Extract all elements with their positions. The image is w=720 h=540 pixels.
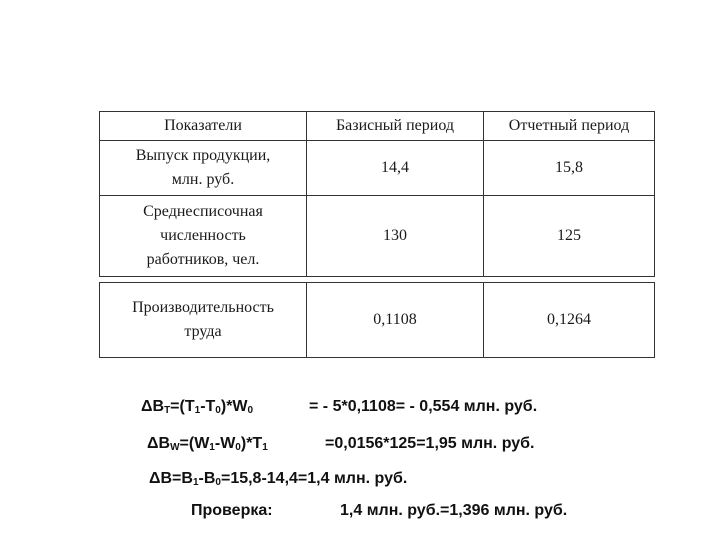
formula-1-result: = - 5*0,1108= - 0,554 млн. руб.: [309, 398, 538, 415]
formula-2-part-1: =(W: [179, 435, 210, 452]
header-report-period: Отчетный период: [483, 111, 655, 141]
formula-1-sub-4: 0: [247, 405, 254, 416]
formula-total-change: [149, 469, 407, 493]
row-productivity-report: 0,1264: [483, 282, 655, 358]
check-label: Проверка:: [191, 502, 273, 519]
formula-1-part-3: )*W: [220, 398, 248, 415]
formula-3-sub-2: 0: [215, 477, 221, 488]
formula-2-result: =0,0156*125=1,95 млн. руб.: [325, 435, 535, 452]
formula-1-sub-2: 1: [194, 405, 201, 416]
formula-3-part-1: -B: [198, 470, 216, 487]
row-output-report: 15,8: [483, 140, 655, 196]
row-output-base: 14,4: [306, 140, 484, 196]
formula-3-sub-1: 1: [192, 477, 199, 488]
formula-2-sub-2: 1: [209, 442, 215, 453]
row-productivity-base: 0,1108: [306, 282, 484, 358]
row-headcount-report: 125: [483, 195, 655, 277]
check-value: 1,4 млн. руб.=1,396 млн. руб.: [340, 502, 568, 519]
row-headcount-label: Среднесписочная численность работников, чел.: [99, 195, 307, 277]
formula-2-sub-3: 0: [235, 442, 241, 453]
formula-labor-effect: [141, 397, 253, 421]
formula-3-part-0: ΔB=B: [149, 470, 193, 487]
formula-2-sub-1: W: [170, 442, 180, 453]
row-output-label: Выпуск продукции, млн. руб.: [99, 140, 307, 196]
row-headcount-base: 130: [306, 195, 484, 277]
header-indicators: Показатели: [99, 111, 307, 141]
formula-1-sub-1: T: [164, 405, 171, 416]
formula-1-part-2: -T: [200, 398, 216, 415]
formula-2-part-3: )*T: [240, 435, 263, 452]
formula-2-delta: ΔB: [147, 435, 171, 452]
row-productivity-label: Производительность труда: [99, 282, 307, 358]
formula-1-sub-3: 0: [215, 405, 221, 416]
formula-2-sub-4: 1: [262, 442, 268, 453]
formula-2-part-2: -W: [214, 435, 236, 452]
formula-3-result: =15,8-14,4=1,4 млн. руб.: [220, 470, 408, 487]
formula-1-part-1: =(T: [170, 398, 195, 415]
formula-1-delta: ΔB: [141, 398, 165, 415]
formula-productivity-effect: [147, 434, 268, 458]
header-base-period: Базисный период: [306, 111, 484, 141]
